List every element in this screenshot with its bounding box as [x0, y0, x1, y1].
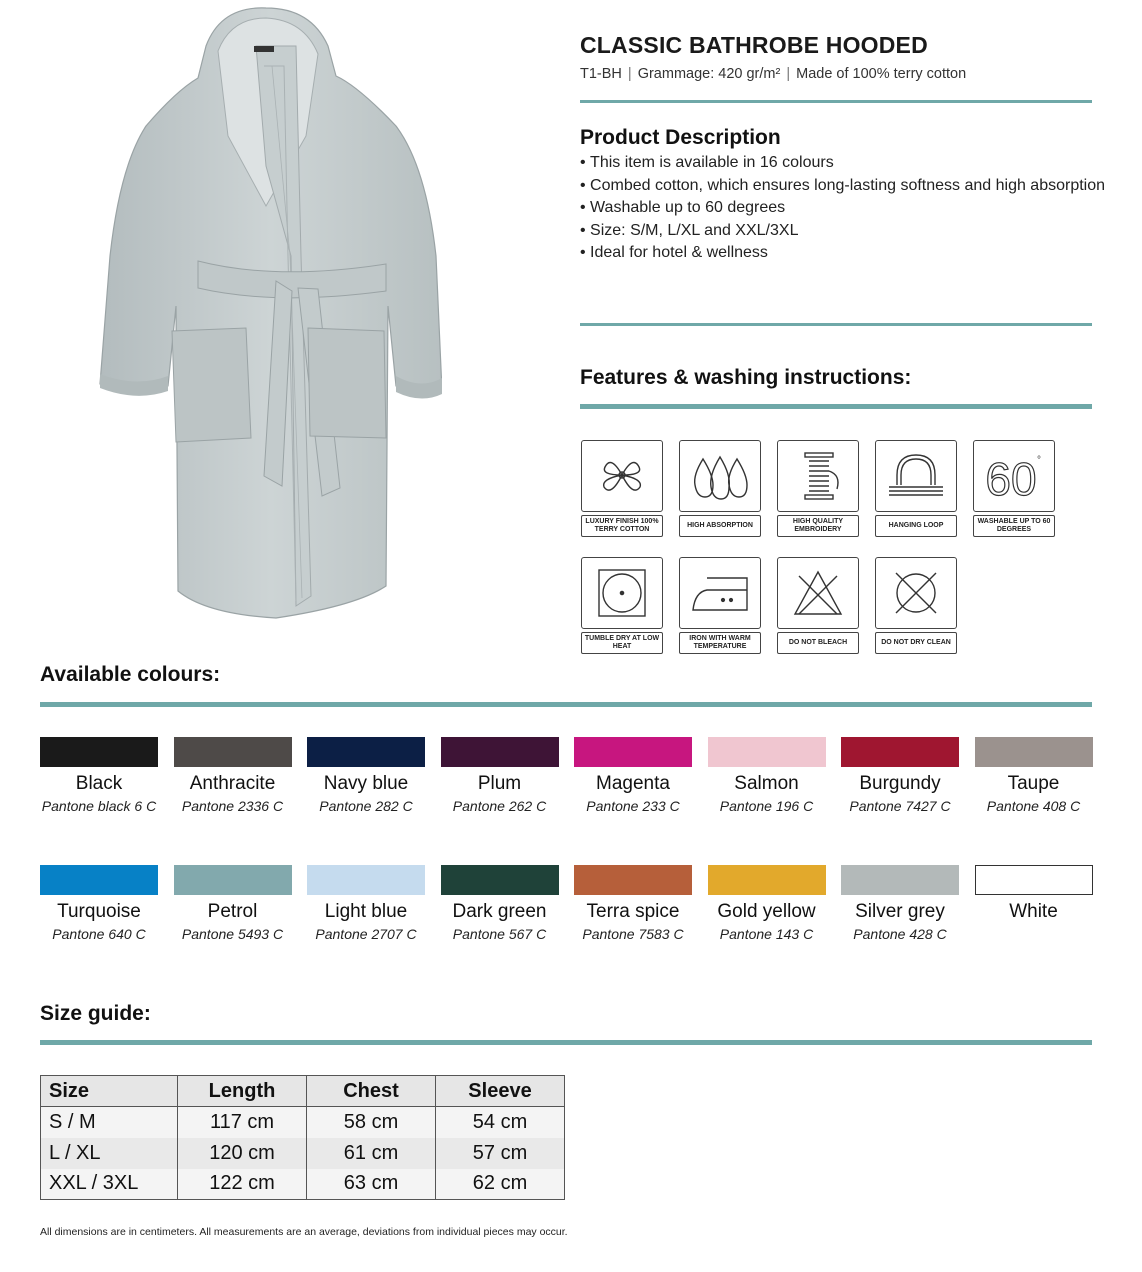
- colour-chip: [708, 737, 826, 767]
- colour-chip: [574, 737, 692, 767]
- feature-label: HIGH ABSORPTION: [679, 515, 761, 537]
- colour-swatch: [574, 865, 692, 942]
- colour-name: Burgundy: [859, 773, 941, 794]
- description-bullet: • Size: S/M, L/XL and XXL/3XL: [580, 220, 1105, 243]
- description-bullet: • Washable up to 60 degrees: [580, 197, 1105, 220]
- colour-name: Petrol: [207, 901, 258, 922]
- product-image: [96, 6, 442, 648]
- description-bullet: • This item is available in 16 colours: [580, 152, 1105, 175]
- features-divider: [580, 404, 1092, 409]
- pantone-code: Pantone 567 C: [452, 926, 547, 942]
- pantone-code: Pantone 262 C: [452, 798, 547, 814]
- feature-luxury-finish: [581, 440, 663, 537]
- wash-60-glyph: 60: [985, 453, 1037, 505]
- colour-name: Dark green: [452, 901, 547, 922]
- feature-no-dry-clean: [875, 557, 957, 654]
- description-divider: [580, 323, 1092, 326]
- feature-label: LUXURY FINISH 100% TERRY COTTON: [581, 515, 663, 537]
- colour-chip: [841, 737, 959, 767]
- colour-swatch: [708, 737, 826, 814]
- thread-spool-icon: [785, 445, 851, 507]
- colour-name: Anthracite: [189, 773, 276, 794]
- size-guide-divider: [40, 1040, 1092, 1045]
- feature-label: HANGING LOOP: [875, 515, 957, 537]
- no-bleach-icon: [785, 562, 851, 624]
- table-row: [41, 1169, 565, 1200]
- colour-swatch: [574, 737, 692, 814]
- colour-chip: [307, 737, 425, 767]
- colour-name: Salmon: [734, 773, 799, 794]
- product-code: T1-BH: [580, 66, 622, 82]
- hanging-loop-icon: [883, 445, 949, 507]
- colour-chip: [174, 737, 292, 767]
- colour-chip: [307, 865, 425, 895]
- description-heading: Product Description: [580, 126, 781, 149]
- feature-tumble-dry: [581, 557, 663, 654]
- length-cell: 117 cm: [178, 1107, 307, 1138]
- table-row: [41, 1138, 565, 1169]
- colours-heading: Available colours:: [40, 663, 221, 686]
- product-material: Made of 100% terry cotton: [796, 66, 967, 82]
- pantone-code: Pantone 408 C: [986, 798, 1081, 814]
- sleeve-cell: 57 cm: [436, 1138, 565, 1169]
- colour-swatch: [841, 865, 959, 942]
- colour-swatch: [441, 737, 559, 814]
- feature-icon-box: [875, 557, 957, 629]
- size-column-header: Size: [41, 1076, 178, 1107]
- size-guide-heading: Size guide:: [40, 1002, 151, 1025]
- colour-swatch: [708, 865, 826, 942]
- sleeve-cell: 62 cm: [436, 1169, 565, 1200]
- feature-label: IRON WITH WARM TEMPERATURE: [679, 632, 761, 654]
- pantone-code: Pantone 233 C: [586, 798, 680, 814]
- feature-icon-box: [875, 440, 957, 512]
- table-row: [41, 1107, 565, 1138]
- colour-chip: [40, 865, 158, 895]
- wash-60-icon: [981, 445, 1047, 507]
- colour-swatch: [40, 865, 158, 942]
- feature-washable-60: [973, 440, 1055, 537]
- description-list: [580, 152, 1105, 265]
- sleeve-cell: 54 cm: [436, 1107, 565, 1138]
- feature-icon-box: [679, 440, 761, 512]
- pantone-code: Pantone 7427 C: [849, 798, 951, 814]
- feature-label: WASHABLE UP TO 60 DEGREES: [973, 515, 1055, 537]
- size-table: [40, 1075, 565, 1200]
- colour-chip: [40, 737, 158, 767]
- flower-icon: [589, 445, 655, 507]
- feature-iron-warm: [679, 557, 761, 654]
- feature-label: DO NOT BLEACH: [777, 632, 859, 654]
- pantone-code: Pantone 143 C: [719, 926, 814, 942]
- size-cell: XXL / 3XL: [41, 1169, 178, 1200]
- colour-chip: [708, 865, 826, 895]
- colour-chip: [975, 737, 1093, 767]
- feature-label: TUMBLE DRY AT LOW HEAT: [581, 632, 663, 654]
- colour-name: Black: [75, 773, 123, 794]
- colour-name: Navy blue: [323, 773, 409, 794]
- chest-cell: 61 cm: [307, 1138, 436, 1169]
- feature-embroidery: [777, 440, 859, 537]
- colour-name: Light blue: [324, 901, 408, 922]
- pantone-code: Pantone 2707 C: [315, 926, 417, 942]
- colour-name: Taupe: [1007, 773, 1060, 794]
- colour-swatch: [441, 865, 559, 942]
- feature-icon-box: [777, 440, 859, 512]
- colour-name: Terra spice: [586, 901, 680, 922]
- iron-icon: [687, 562, 753, 624]
- feature-label: HIGH QUALITY EMBROIDERY: [777, 515, 859, 537]
- pantone-code: Pantone 7583 C: [582, 926, 684, 942]
- tumble-dry-icon: [589, 562, 655, 624]
- colour-name: Plum: [477, 773, 522, 794]
- colour-chip: [441, 865, 559, 895]
- degree-glyph: °: [1037, 455, 1041, 466]
- sleeve-column-header: Sleeve: [436, 1076, 565, 1107]
- product-specs: T1-BH | Grammage: 420 gr/m² | Made of 100% terry cotton: [580, 66, 967, 82]
- colour-chip: [975, 865, 1093, 895]
- chest-column-header: Chest: [307, 1076, 436, 1107]
- colour-name: Magenta: [596, 773, 670, 794]
- feature-high-absorption: [679, 440, 761, 537]
- length-column-header: Length: [178, 1076, 307, 1107]
- size-table-header: [41, 1076, 565, 1107]
- colour-name: White: [1009, 901, 1058, 922]
- colour-chip: [174, 865, 292, 895]
- title-divider: [580, 100, 1092, 103]
- features-heading: Features & washing instructions:: [580, 366, 912, 389]
- colour-chip: [574, 865, 692, 895]
- colour-chip: [841, 865, 959, 895]
- size-cell: L / XL: [41, 1138, 178, 1169]
- colour-name: Silver grey: [855, 901, 945, 922]
- feature-icon-box: [973, 440, 1055, 512]
- feature-hanging-loop: [875, 440, 957, 537]
- feature-no-bleach: [777, 557, 859, 654]
- pantone-code: Pantone 428 C: [853, 926, 947, 942]
- colour-swatch: [975, 737, 1093, 814]
- colour-swatch: [307, 865, 425, 942]
- colour-swatch: [975, 865, 1093, 926]
- product-grammage: Grammage: 420 gr/m²: [637, 66, 781, 82]
- pantone-code: Pantone 282 C: [319, 798, 413, 814]
- description-bullet: • Combed cotton, which ensures long-lasting softness and high absorption: [580, 175, 1105, 198]
- colour-swatch: [40, 737, 158, 814]
- colour-swatch: [174, 737, 292, 814]
- colour-name: Turquoise: [57, 901, 141, 922]
- length-cell: 122 cm: [178, 1169, 307, 1200]
- colour-name: Gold yellow: [717, 901, 816, 922]
- feature-icon-box: [581, 440, 663, 512]
- pantone-code: Pantone 2336 C: [181, 798, 284, 814]
- no-dry-clean-icon: [883, 562, 949, 624]
- feature-icon-box: [777, 557, 859, 629]
- length-cell: 120 cm: [178, 1138, 307, 1169]
- chest-cell: 63 cm: [307, 1169, 436, 1200]
- colour-swatch: [307, 737, 425, 814]
- description-bullet: • Ideal for hotel & wellness: [580, 242, 1105, 265]
- size-footnote: All dimensions are in centimeters. All measurements are an average, deviations from individual pieces may occur.: [40, 1226, 568, 1238]
- bathrobe-illustration: [96, 6, 442, 648]
- colour-swatch: [841, 737, 959, 814]
- pantone-code: Pantone black 6 C: [41, 798, 157, 814]
- feature-label: DO NOT DRY CLEAN: [875, 632, 957, 654]
- feature-icon-box: [679, 557, 761, 629]
- pantone-code: Pantone 640 C: [52, 926, 146, 942]
- colour-chip: [441, 737, 559, 767]
- chest-cell: 58 cm: [307, 1107, 436, 1138]
- colours-divider: [40, 702, 1092, 707]
- product-title: CLASSIC BATHROBE HOODED: [580, 32, 928, 58]
- pantone-code: Pantone 5493 C: [181, 926, 284, 942]
- size-cell: S / M: [41, 1107, 178, 1138]
- feature-icon-box: [581, 557, 663, 629]
- colour-swatch: [174, 865, 292, 942]
- pantone-code: Pantone 196 C: [719, 798, 814, 814]
- drops-icon: [687, 445, 753, 507]
